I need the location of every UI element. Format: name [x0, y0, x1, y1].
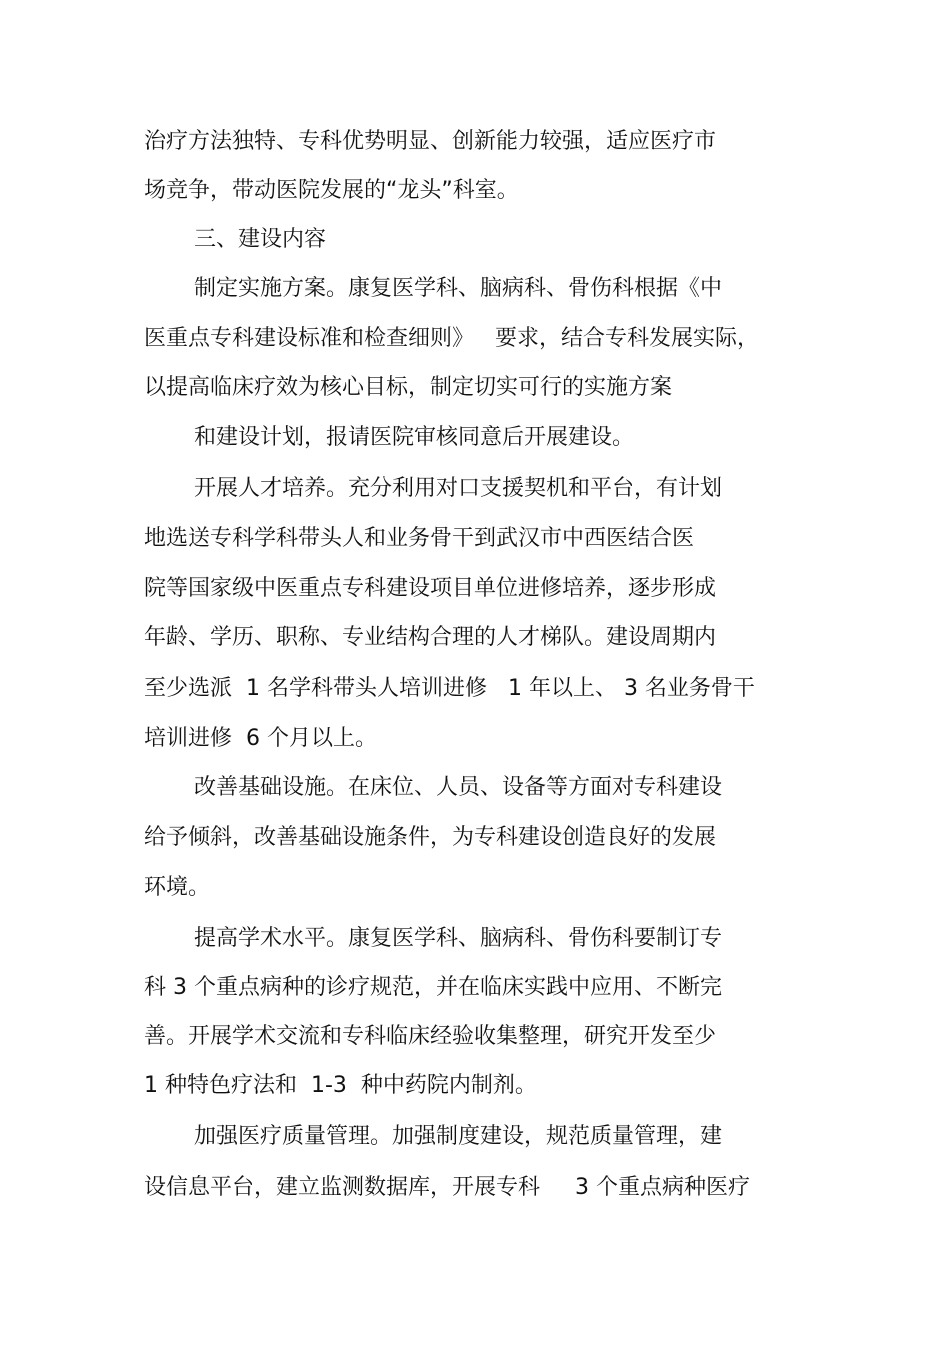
paragraph-line: 医重点专科建设标准和检查细则》 要求，结合专科发展实际， [144, 326, 759, 351]
paragraph-line: 以提高临床疗效为核心目标，制定切实可行的实施方案 [144, 375, 673, 400]
paragraph-line: 地选送专科学科带头人和业务骨干到武汉市中西医结合医 [144, 526, 695, 551]
paragraph-line: 加强医疗质量管理。加强制度建设，规范质量管理，建 [194, 1124, 723, 1149]
paragraph-line: 改善基础设施。在床位、人员、设备等方面对专科建设 [194, 775, 723, 800]
paragraph-line: 1 种特色疗法和 1-3 种中药院内制剂。 [144, 1073, 537, 1098]
paragraph-line: 制定实施方案。康复医学科、脑病科、骨伤科根据《中 [194, 276, 723, 301]
paragraph-line: 开展人才培养。充分利用对口支援契机和平台，有计划 [194, 476, 723, 501]
paragraph-line: 院等国家级中医重点专科建设项目单位进修培养，逐步形成 [144, 576, 717, 601]
section-heading: 三、建设内容 [194, 227, 327, 252]
paragraph-line: 善。开展学术交流和专科临床经验收集整理，研究开发至少 [144, 1024, 717, 1049]
paragraph-line: 培训进修 6 个月以上。 [144, 726, 377, 751]
paragraph-line: 至少选派 1 名学科带头人培训进修 1 年以上、 3 名业务骨干 [144, 676, 755, 701]
paragraph-line: 治疗方法独特、专科优势明显、创新能力较强，适应医疗市 [144, 129, 717, 154]
paragraph-line: 环境。 [144, 875, 211, 900]
paragraph-line: 设信息平台，建立监测数据库，开展专科 3 个重点病种医疗 [144, 1175, 750, 1200]
paragraph-line: 提高学术水平。康复医学科、脑病科、骨伤科要制订专 [194, 926, 723, 951]
paragraph-line: 给予倾斜，改善基础设施条件，为专科建设创造良好的发展 [144, 825, 717, 850]
paragraph-line: 年龄、学历、职称、专业结构合理的人才梯队。建设周期内 [144, 625, 717, 650]
paragraph-line: 和建设计划，报请医院审核同意后开展建设。 [194, 425, 635, 450]
paragraph-line: 场竞争，带动医院发展的“龙头”科室。 [144, 178, 519, 203]
paragraph-line: 科 3 个重点病种的诊疗规范，并在临床实践中应用、不断完 [144, 975, 722, 1000]
